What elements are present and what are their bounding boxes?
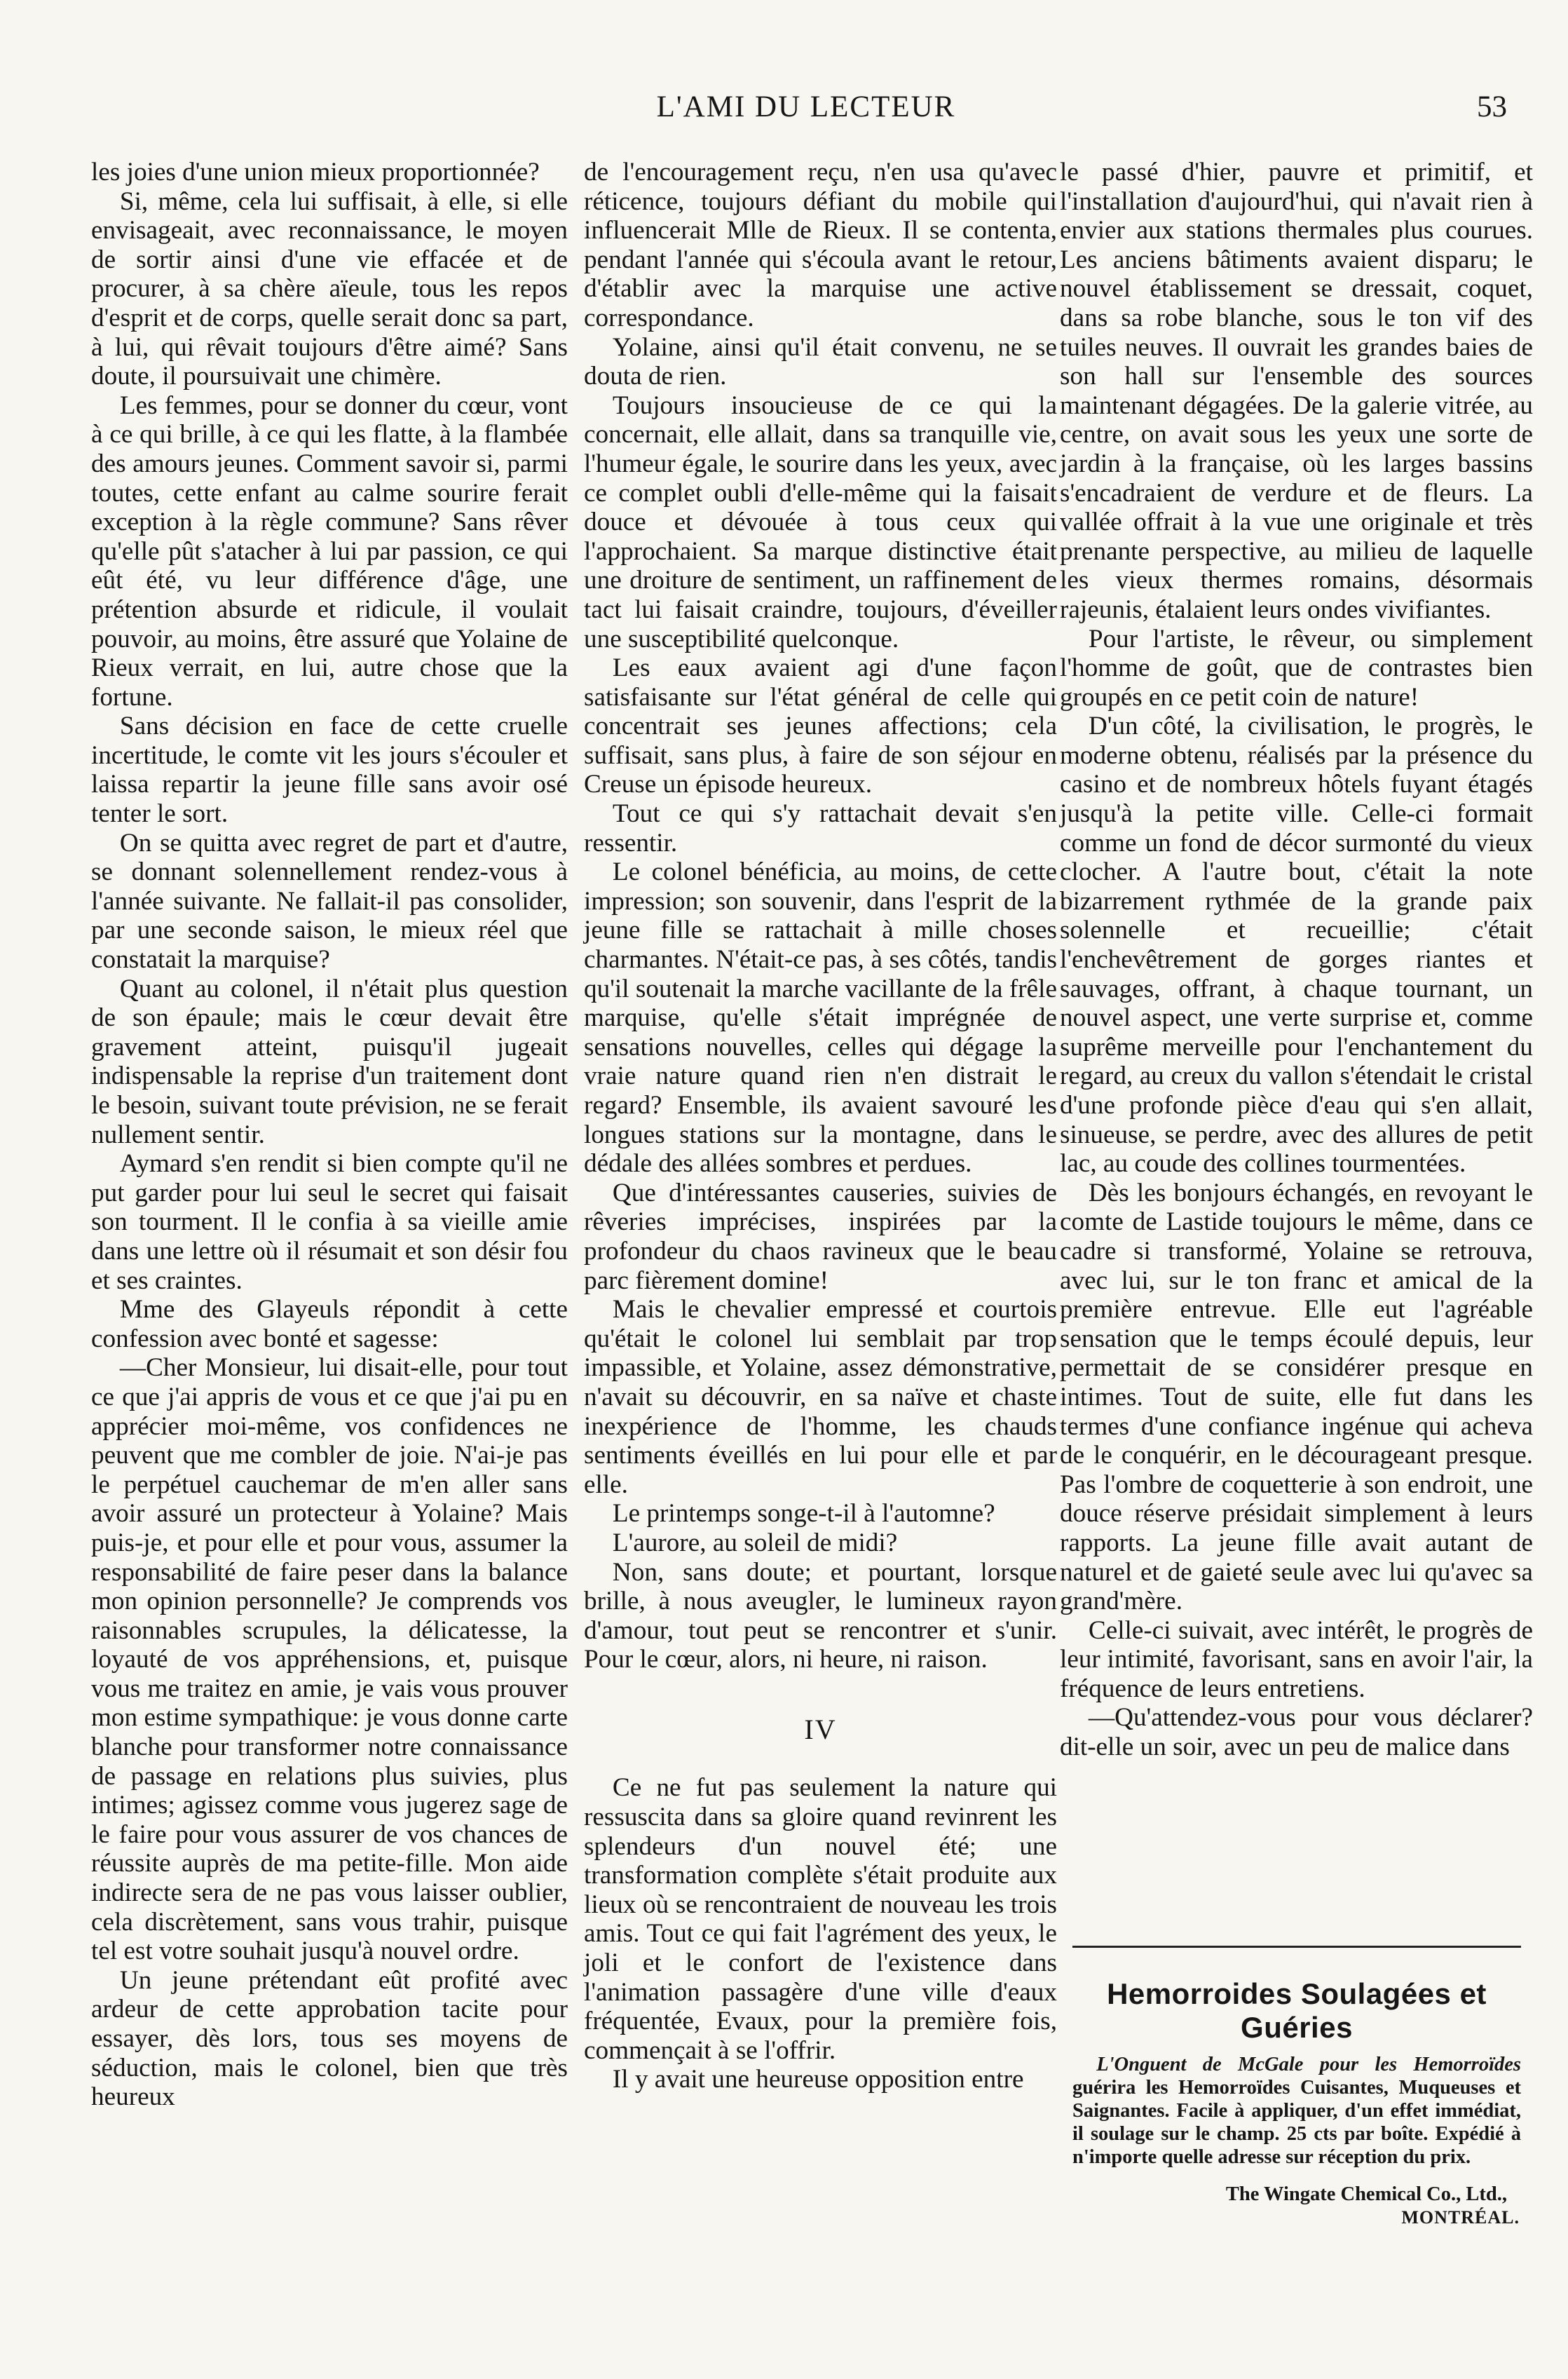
magazine-title: L'AMI DU LECTEUR [656,90,956,123]
paragraph: Un jeune prétendant eût profité avec ardeur de cette approbation tacite pour essayer, dès lors, tous ses moyens de séduction, mais le colonel, bien que très heureux [91,1965,568,2112]
paragraph: Le colonel bénéficia, au moins, de cette impression; son souvenir, dans l'esprit de la jeune fille se rattachait à mille choses charmantes. N'était-ce pas, à ses côtés, tandis qu'il soutenait la marche vacillante de la frêle marquise, qu'elle s'était imprégnée de sensations nouvelles, celles qui dégage la vraie nature quand rien n'en distrait le regard? Ensemble, ils avaient savouré les longues stations sur la montagne, dans le dédale des allées sombres et perdues. [584,858,1057,1179]
paragraph: Pour l'artiste, le rêveur, ou simplement l'homme de goût, que de contrastes bien groupés en ce petit coin de nature! [1060,624,1533,712]
paragraph: Non, sans doute; et pourtant, lorsque brille, à nous aveugler, le lumineux rayon d'amour, tout peut se rencontrer et s'unir. Pour le cœur, alors, ni heure, ni raison. [584,1557,1057,1674]
paragraph: Ce ne fut pas seulement la nature qui ressuscita dans sa gloire quand revinrent les splendeurs d'un nouvel été; une transformation complète s'était produite aux lieux où se rencontraient de nouveau les trois amis. Tout ce qui fait l'agrément des yeux, le joli et le confort de l'existence dans l'animation passagère d'une ville d'eaux fréquentée, Evaux, pour la première fois, commençait à se l'offrir. [584,1773,1057,2065]
ad-title: Hemorroides Soulagées et Guéries [1107,1977,1487,2044]
paragraph: Toujours insoucieuse de ce qui la concernait, elle allait, dans sa tranquille vie, l'humeur égale, le sourire dans les yeux, avec ce complet oubli d'elle-même qui la faisait douce et dévouée à tous ceux qui l'approchaient. Sa marque distinctive était une droiture de sentiment, un raffinement de tact lui faisait craindre, toujours, d'éveiller une susceptibilité quelconque. [584,391,1057,653]
paragraph: —Cher Monsieur, lui disait-elle, pour tout ce que j'ai appris de vous et ce que j'ai pu en apprécier moi-même, vos confidences ne peuvent que me combler de joie. N'ai-je pas le perpétuel cauchemar de m'en aller sans avoir assuré un protecteur à Yolaine? Mais puis-je, et pour elle et pour vous, assumer la responsabilité de faire peser dans la balance mon opinion personnelle? Je comprends vos raisonnables scrupules, la délicatesse, la loyauté de vos appréhensions, et, puisque vous me traitez en amie, je vais vous prouver mon estime sympathique: je vous donne carte blanche pour transformer notre connaissance de passage en relations plus suivies, plus intimes; agissez comme vous jugerez sage de le faire pour vous assurer de vos chances de réussite auprès de ma petite-fille. Mon aide indirecte sera de ne pas vous laisser oublier, cela discrètement, sans vous trahir, puisque tel est votre souhait jusqu'à nouvel ordre. [91,1353,568,1966]
paragraph: le passé d'hier, pauvre et primitif, et l'installation d'aujourd'hui, qui n'avait rien à envier aux stations thermales plus courues. Les anciens bâtiments avaient disparu; le nouvel établissement se dressait, coquet, dans sa robe blanche, sous le ton vif des tuiles neuves. Il ouvrait les grandes baies de son hall sur l'ensemble des sources maintenant dégagées. De la galerie vitrée, au centre, on avait sous les yeux une sorte de jardin à la française, où les larges bassins s'encadraient de verdure et de fleurs. La vallée offrait à la vue une originale et très prenante perspective, au milieu de laquelle les vieux thermes romains, désormais rajeunis, étalaient leurs ondes vivifiantes. [1060,158,1533,624]
paragraph: Dès les bonjours échangés, en revoyant le comte de Lastide toujours le même, dans ce cadre si transformé, Yolaine se retrouva, avec lui, sur le ton franc et amical de la première entrevue. Elle eut l'agréable sensation que le temps écoulé depuis, leur permettait de se considérer presque en intimes. Tout de suite, elle fut dans les termes d'une confiance ingénue qui acheva de le conquérir, en le décourageant presque. Pas l'ombre de coquetterie à son endroit, une douce réserve présidait simplement à leurs rapports. La jeune fille avait autant de naturel et de gaieté seule avec lui qu'avec sa grand'mère. [1060,1178,1533,1616]
chapter-heading: IV [804,1713,837,1745]
paragraph: Il y avait une heureuse opposition entre [612,2065,1024,2094]
paragraph: Tout ce qui s'y rattachait devait s'en ressentir. [584,799,1057,858]
paragraph: Le printemps songe-t-il à l'automne? [612,1499,995,1529]
paragraph: Sans décision en face de cette cruelle incertitude, le comte vit les jours s'écouler et laissa repartir la jeune fille sans avoir osé tenter le sort. [91,712,568,829]
text-column-3 [1060,158,1533,1762]
ad-product-name: L'Onguent de McGale pour les Hemorroïdes [1096,2054,1521,2075]
ad-body [1072,2053,1521,2169]
ad-body-text: guérira les Hemorroïdes Cuisantes, Muqueuses et Saignantes. Facile à appliquer, d'un effet immédiat, il soulage sur le champ. 25 cts par boîte. Expédié à n'importe quelle adresse sur réception du prix. [1072,2077,1521,2168]
paragraph: Si, même, cela lui suffisait, à elle, si elle envisageait, avec reconnaissance, le moyen de sortir ainsi d'une vie effacée et de procurer, à sa chère aïeule, tous les repos d'esprit et de corps, quelle serait donc sa part, à lui, qui rêvait toujours d'être aimé? Sans doute, il poursuivait une chimère. [91,187,568,391]
paragraph: Yolaine, ainsi qu'il était convenu, ne se douta de rien. [584,332,1057,391]
paragraph: L'aurore, au soleil de midi? [612,1528,898,1557]
text-column-2 [584,158,1057,2094]
paragraph: Aymard s'en rendit si bien compte qu'il ne put garder pour lui seul le secret qui faisait son tourment. Il le confia à sa vieille amie dans une lettre où il résumait et son désir fou et ses craintes. [91,1149,568,1295]
paragraph: Celle-ci suivait, avec intérêt, le progrès de leur intimité, favorisant, sans en avoir l'air, la fréquence de leurs entretiens. [1060,1615,1533,1703]
paragraph: On se quitta avec regret de part et d'autre, se donnant solennellement rendez-vous à l'année suivante. Ne fallait-il pas consolider, par une seconde saison, le mieux réel que constatait la marquise? [91,828,568,975]
paragraph: D'un côté, la civilisation, le progrès, le moderne obtenu, réalisés par la présence du casino et de nombreux hôtels fuyant étagés jusqu'à la petite ville. Celle-ci formait comme un fond de décor surmonté du vieux clocher. A l'autre bout, c'était la note bizarrement rythmée de la grande paix solennelle et recueillie; c'était l'enchevêtrement de gorges riantes et sauvages, offrant, à chaque tournant, un nouvel aspect, une verte surprise et, comme suprême merveille pour l'enchantement du regard, au creux du vallon s'étendait le cristal d'une profonde pièce d'eau qui s'en allait, sinueuse, se perdre, avec des allures de petit lac, au coude des collines tourmentées. [1060,712,1533,1179]
paragraph: de l'encouragement reçu, n'en usa qu'avec réticence, toujours défiant du mobile qui influencerait Mlle de Rieux. Il se contenta, pendant l'année qui s'écoula avant le retour, d'établir avec la marquise une active correspondance. [584,158,1057,332]
paragraph: Que d'intéressantes causeries, suivies de rêveries imprécises, inspirées par la profondeur du chaos ravineux que le beau parc fièrement domine! [584,1178,1057,1295]
paragraph: —Qu'attendez-vous pour vous déclarer? dit-elle un soir, avec un peu de malice dans [1060,1703,1533,1762]
page-number: 53 [1477,90,1507,123]
advertisement [1072,1946,1521,2228]
paragraph: Mme des Glayeuls répondit à cette confession avec bonté et sagesse: [91,1295,568,1353]
paragraph: les joies d'une union mieux proportionnée? [91,158,540,187]
text-column-1 [91,158,568,2112]
running-header [105,90,1507,132]
paragraph: Les femmes, pour se donner du cœur, vont à ce qui brille, à ce qui les flatte, à la flambée des amours jeunes. Comment savoir si, parmi toutes, cette enfant au calme sourire ferait exception à la règle commune? Sans rêver qu'elle pût s'atacher à lui par passion, ce qui eût été, vu leur différence d'âge, une prétention absurde et ridicule, il voulait pouvoir, au moins, être assuré que Yolaine de Rieux verrait, en lui, autre chose que la fortune. [91,391,568,712]
ad-city: MONTRÉAL. [1401,2207,1520,2228]
ad-company: The Wingate Chemical Co., Ltd., [1225,2183,1507,2205]
paragraph: Mais le chevalier empressé et courtois qu'était le colonel lui semblait par trop impassible, et Yolaine, assez démonstrative, n'avait su découvrir, en sa naïve et chaste inexpérience de l'homme, les chauds sentiments éveillés en lui pour elle et par elle. [584,1295,1057,1499]
paragraph: Quant au colonel, il n'était plus question de son épaule; mais le cœur devait être gravement atteint, puisqu'il jugeait indispensable la reprise d'un traitement dont le besoin, suivant toute prévision, ne se ferait nullement sentir. [91,974,568,1149]
paragraph: Les eaux avaient agi d'une façon satisfaisante sur l'état général de celle qui concentrait ses jeunes affections; cela suffisait, sans plus, à faire de son séjour en Creuse un épisode heureux. [584,653,1057,799]
